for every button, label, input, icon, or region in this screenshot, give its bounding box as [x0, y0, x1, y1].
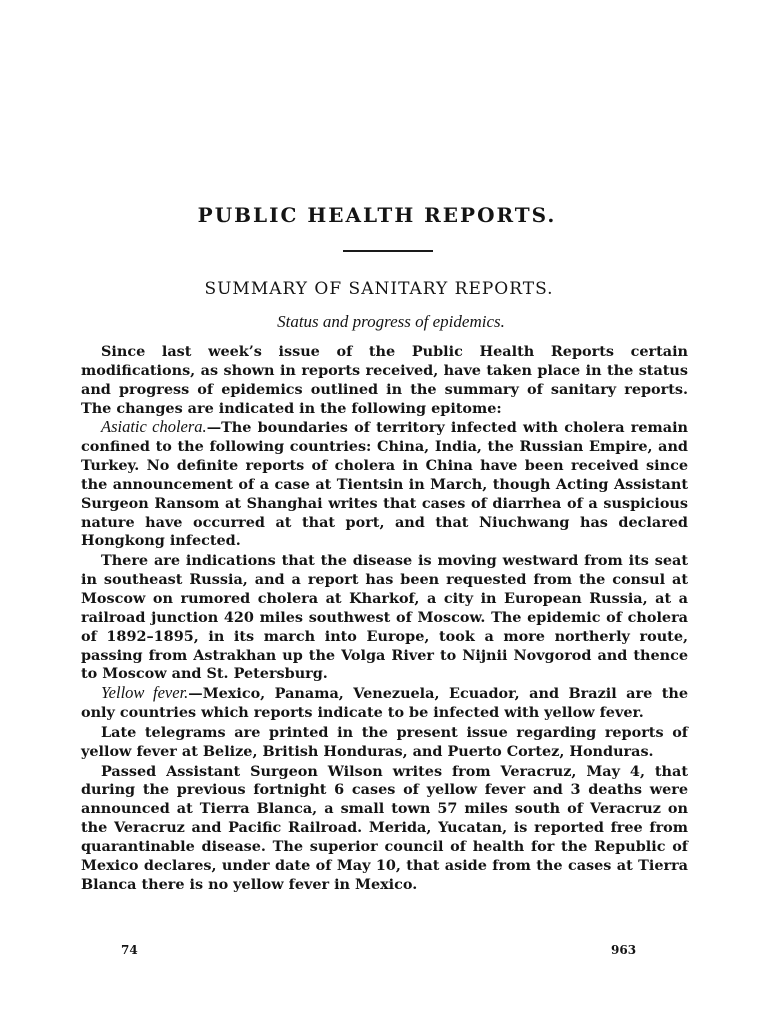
paragraph-text: Since last week’s issue of the Public Health Reports certain modifications, as shown in reports received, have taken place in the status and progress of epidemics outlined in the summary of sanitary reports. The changes are indicated in the following epitome: [81, 343, 688, 417]
paragraph-text: There are indications that the disease is moving westward from its seat in southeast Russia, and a report has been requested from the consul at Moscow on rumored cholera at Kharkof, a city in European Russia, at a railroad junction 420 miles southwest of Moscow. The epidemic of cholera of 1892–1895, in its march into Europe, took a more northerly route, passing from Astrakhan up the Volga River to Nijnii Novgorod and thence to Moscow and St. Petersburg. [81, 552, 688, 683]
footer-number-left: 74 [121, 943, 138, 957]
subheading: Status and progress of epidemics. [277, 312, 505, 331]
paragraph-text: Passed Assistant Surgeon Wilson writes from Veracruz, May 4, that during the previous fortnight 6 cases of yellow fever and 3 deaths were announced at Tierra Blanca, a small town 57 miles south of Veracruz on the Veracruz and Pacific Railroad. Merida, Yucatan, is reported free from quarantinable disease. The superior council of health for the Republic of Mexico declares, under date of May 10, that aside from the cases at Tierra Blanca there is no yellow fever in Mexico. [81, 762, 688, 893]
paragraph [81, 551, 688, 684]
page-title: PUBLIC HEALTH REPORTS. [197, 203, 557, 227]
paragraph [81, 342, 688, 418]
page-number: 963 [611, 943, 637, 957]
paragraph [81, 684, 688, 723]
paragraph-text: —Mexico, Panama, Venezuela, Ecuador, and Brazil are the only countries which reports indicate to be infected with yellow fever. [81, 685, 689, 722]
paragraph-lead: Asiatic cholera. [101, 417, 207, 437]
paragraph [81, 418, 688, 551]
section-heading: SUMMARY OF SANITARY REPORTS. [204, 279, 554, 299]
paragraph-text: Late telegrams are printed in the present issue regarding reports of yellow fever at Belize, British Honduras, and Puerto Cortez, Honduras. [81, 723, 688, 760]
paragraph-text: —The boundaries of territory infected with cholera remain confined to the following countries: China, India, the Russian Empire, and Turkey. No definite reports of cholera in China have been received since the announcement of a case at Tientsin in March, though Acting Assistant Surgeon Ransom at Shanghai writes that cases of diarrhea of a suspicious nature have occurred at that port, and that Niuchwang has declared Hongkong infected. [81, 419, 688, 550]
paragraph-lead: Yellow fever. [101, 683, 189, 703]
body-text [81, 342, 688, 894]
paragraph [81, 762, 688, 895]
paragraph [81, 723, 688, 762]
title-divider [343, 250, 433, 252]
